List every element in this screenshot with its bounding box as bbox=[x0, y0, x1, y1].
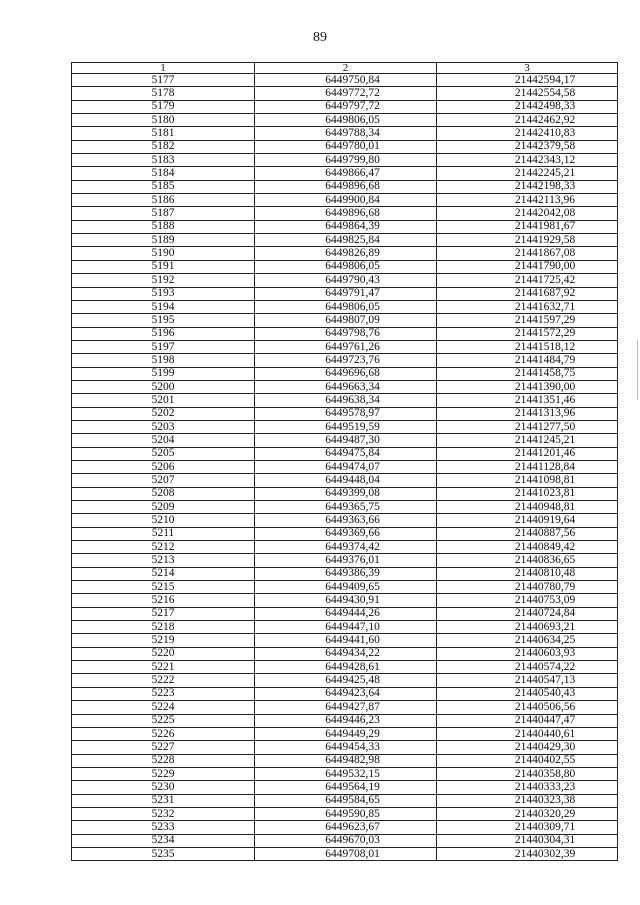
y-coordinate-cell: 21441597,29 bbox=[437, 314, 618, 327]
x-coordinate-cell: 6449423,64 bbox=[255, 687, 437, 700]
table-row bbox=[72, 434, 618, 447]
table-row bbox=[72, 127, 618, 140]
table-row bbox=[72, 274, 618, 287]
point-number-cell: 5188 bbox=[72, 220, 255, 233]
x-coordinate-cell: 6449826,89 bbox=[255, 247, 437, 260]
table-row bbox=[72, 794, 618, 807]
x-coordinate-cell: 6449475,84 bbox=[255, 447, 437, 460]
point-number-cell: 5212 bbox=[72, 541, 255, 554]
y-coordinate-cell: 21440333,23 bbox=[437, 781, 618, 794]
table-row bbox=[72, 114, 618, 127]
x-coordinate-cell: 6449519,59 bbox=[255, 420, 437, 433]
x-coordinate-cell: 6449474,07 bbox=[255, 460, 437, 473]
point-number-cell: 5222 bbox=[72, 674, 255, 687]
point-number-cell: 5225 bbox=[72, 714, 255, 727]
point-number-cell: 5185 bbox=[72, 180, 255, 193]
point-number-cell: 5216 bbox=[72, 594, 255, 607]
point-number-cell: 5193 bbox=[72, 287, 255, 300]
table-row bbox=[72, 554, 618, 567]
point-number-cell: 5195 bbox=[72, 314, 255, 327]
table-row bbox=[72, 754, 618, 767]
point-number-cell: 5230 bbox=[72, 781, 255, 794]
y-coordinate-cell: 21440753,09 bbox=[437, 594, 618, 607]
table-row bbox=[72, 607, 618, 620]
point-number-cell: 5189 bbox=[72, 234, 255, 247]
point-number-cell: 5190 bbox=[72, 247, 255, 260]
point-number-cell: 5210 bbox=[72, 514, 255, 527]
point-number-cell: 5206 bbox=[72, 460, 255, 473]
point-number-cell: 5177 bbox=[72, 74, 255, 87]
point-number-cell: 5202 bbox=[72, 407, 255, 420]
x-coordinate-cell: 6449623,67 bbox=[255, 821, 437, 834]
y-coordinate-cell: 21440634,25 bbox=[437, 634, 618, 647]
y-coordinate-cell: 21442198,33 bbox=[437, 180, 618, 193]
y-coordinate-cell: 21440440,61 bbox=[437, 727, 618, 740]
point-number-cell: 5226 bbox=[72, 727, 255, 740]
table-row bbox=[72, 581, 618, 594]
x-coordinate-cell: 6449434,22 bbox=[255, 647, 437, 660]
point-number-cell: 5178 bbox=[72, 87, 255, 100]
point-number-cell: 5208 bbox=[72, 487, 255, 500]
table-row bbox=[72, 647, 618, 660]
x-coordinate-cell: 6449896,68 bbox=[255, 180, 437, 193]
x-coordinate-cell: 6449761,26 bbox=[255, 340, 437, 353]
point-number-cell: 5224 bbox=[72, 701, 255, 714]
x-coordinate-cell: 6449799,80 bbox=[255, 154, 437, 167]
point-number-cell: 5205 bbox=[72, 447, 255, 460]
table-row bbox=[72, 821, 618, 834]
x-coordinate-cell: 6449772,72 bbox=[255, 87, 437, 100]
y-coordinate-cell: 21440547,13 bbox=[437, 674, 618, 687]
point-number-cell: 5220 bbox=[72, 647, 255, 660]
table-row bbox=[72, 260, 618, 273]
x-coordinate-cell: 6449806,05 bbox=[255, 260, 437, 273]
x-coordinate-cell: 6449374,42 bbox=[255, 541, 437, 554]
y-coordinate-cell: 21440919,64 bbox=[437, 514, 618, 527]
x-coordinate-cell: 6449376,01 bbox=[255, 554, 437, 567]
point-number-cell: 5199 bbox=[72, 367, 255, 380]
table-row bbox=[72, 661, 618, 674]
y-coordinate-cell: 21442343,12 bbox=[437, 154, 618, 167]
x-coordinate-cell: 6449487,30 bbox=[255, 434, 437, 447]
x-coordinate-cell: 6449428,61 bbox=[255, 661, 437, 674]
point-number-cell: 5183 bbox=[72, 154, 255, 167]
y-coordinate-cell: 21440887,56 bbox=[437, 527, 618, 540]
y-coordinate-cell: 21440724,84 bbox=[437, 607, 618, 620]
x-coordinate-cell: 6449806,05 bbox=[255, 300, 437, 313]
y-coordinate-cell: 21441725,42 bbox=[437, 274, 618, 287]
x-coordinate-cell: 6449780,01 bbox=[255, 140, 437, 153]
point-number-cell: 5209 bbox=[72, 501, 255, 514]
table-row bbox=[72, 594, 618, 607]
y-coordinate-cell: 21440948,81 bbox=[437, 501, 618, 514]
x-coordinate-cell: 6449386,39 bbox=[255, 567, 437, 580]
y-coordinate-cell: 21440429,30 bbox=[437, 741, 618, 754]
table-row bbox=[72, 687, 618, 700]
x-coordinate-cell: 6449798,76 bbox=[255, 327, 437, 340]
x-coordinate-cell: 6449532,15 bbox=[255, 767, 437, 780]
table-row bbox=[72, 194, 618, 207]
column-header-2: 2 bbox=[255, 63, 437, 74]
y-coordinate-cell: 21442113,96 bbox=[437, 194, 618, 207]
x-coordinate-cell: 6449670,03 bbox=[255, 834, 437, 847]
point-number-cell: 5215 bbox=[72, 581, 255, 594]
table-row bbox=[72, 300, 618, 313]
x-coordinate-cell: 6449866,47 bbox=[255, 167, 437, 180]
point-number-cell: 5204 bbox=[72, 434, 255, 447]
x-coordinate-cell: 6449584,65 bbox=[255, 794, 437, 807]
x-coordinate-cell: 6449399,08 bbox=[255, 487, 437, 500]
point-number-cell: 5180 bbox=[72, 114, 255, 127]
x-coordinate-cell: 6449723,76 bbox=[255, 354, 437, 367]
y-coordinate-cell: 21440304,31 bbox=[437, 834, 618, 847]
x-coordinate-cell: 6449696,68 bbox=[255, 367, 437, 380]
table-row bbox=[72, 741, 618, 754]
x-coordinate-cell: 6449590,85 bbox=[255, 807, 437, 820]
table-row bbox=[72, 154, 618, 167]
point-number-cell: 5214 bbox=[72, 567, 255, 580]
table-row bbox=[72, 247, 618, 260]
y-coordinate-cell: 21441687,92 bbox=[437, 287, 618, 300]
point-number-cell: 5182 bbox=[72, 140, 255, 153]
x-coordinate-cell: 6449444,26 bbox=[255, 607, 437, 620]
y-coordinate-cell: 21441128,84 bbox=[437, 460, 618, 473]
table-row bbox=[72, 180, 618, 193]
point-number-cell: 5219 bbox=[72, 634, 255, 647]
table-row bbox=[72, 100, 618, 113]
point-number-cell: 5197 bbox=[72, 340, 255, 353]
table-row bbox=[72, 447, 618, 460]
x-coordinate-cell: 6449790,43 bbox=[255, 274, 437, 287]
table-row bbox=[72, 727, 618, 740]
y-coordinate-cell: 21440302,39 bbox=[437, 847, 618, 860]
table-row bbox=[72, 847, 618, 860]
y-coordinate-cell: 21440574,22 bbox=[437, 661, 618, 674]
coordinates-table bbox=[71, 62, 618, 861]
y-coordinate-cell: 21440402,55 bbox=[437, 754, 618, 767]
table-row bbox=[72, 234, 618, 247]
x-coordinate-cell: 6449425,48 bbox=[255, 674, 437, 687]
table-row bbox=[72, 327, 618, 340]
y-coordinate-cell: 21442245,21 bbox=[437, 167, 618, 180]
point-number-cell: 5232 bbox=[72, 807, 255, 820]
y-coordinate-cell: 21441632,71 bbox=[437, 300, 618, 313]
y-coordinate-cell: 21441098,81 bbox=[437, 474, 618, 487]
y-coordinate-cell: 21441390,00 bbox=[437, 380, 618, 393]
x-coordinate-cell: 6449788,34 bbox=[255, 127, 437, 140]
point-number-cell: 5179 bbox=[72, 100, 255, 113]
table-row bbox=[72, 74, 618, 87]
table-row bbox=[72, 220, 618, 233]
point-number-cell: 5231 bbox=[72, 794, 255, 807]
x-coordinate-cell: 6449409,65 bbox=[255, 581, 437, 594]
table-row bbox=[72, 394, 618, 407]
y-coordinate-cell: 21440447,47 bbox=[437, 714, 618, 727]
y-coordinate-cell: 21441313,96 bbox=[437, 407, 618, 420]
y-coordinate-cell: 21442410,83 bbox=[437, 127, 618, 140]
table-row bbox=[72, 541, 618, 554]
table-row bbox=[72, 674, 618, 687]
x-coordinate-cell: 6449564,19 bbox=[255, 781, 437, 794]
y-coordinate-cell: 21442042,08 bbox=[437, 207, 618, 220]
x-coordinate-cell: 6449365,75 bbox=[255, 501, 437, 514]
x-coordinate-cell: 6449797,72 bbox=[255, 100, 437, 113]
y-coordinate-cell: 21442554,58 bbox=[437, 87, 618, 100]
page-number: 89 bbox=[313, 30, 327, 45]
x-coordinate-cell: 6449896,68 bbox=[255, 207, 437, 220]
table-row bbox=[72, 567, 618, 580]
point-number-cell: 5196 bbox=[72, 327, 255, 340]
y-coordinate-cell: 21441023,81 bbox=[437, 487, 618, 500]
x-coordinate-cell: 6449663,34 bbox=[255, 380, 437, 393]
x-coordinate-cell: 6449900,84 bbox=[255, 194, 437, 207]
table-row bbox=[72, 807, 618, 820]
table-header-row bbox=[72, 63, 618, 74]
y-coordinate-cell: 21441929,58 bbox=[437, 234, 618, 247]
x-coordinate-cell: 6449638,34 bbox=[255, 394, 437, 407]
x-coordinate-cell: 6449427,87 bbox=[255, 701, 437, 714]
point-number-cell: 5221 bbox=[72, 661, 255, 674]
y-coordinate-cell: 21441351,46 bbox=[437, 394, 618, 407]
point-number-cell: 5191 bbox=[72, 260, 255, 273]
x-coordinate-cell: 6449806,05 bbox=[255, 114, 437, 127]
column-header-1: 1 bbox=[72, 63, 255, 74]
y-coordinate-cell: 21441572,29 bbox=[437, 327, 618, 340]
point-number-cell: 5234 bbox=[72, 834, 255, 847]
x-coordinate-cell: 6449369,66 bbox=[255, 527, 437, 540]
x-coordinate-cell: 6449482,98 bbox=[255, 754, 437, 767]
point-number-cell: 5211 bbox=[72, 527, 255, 540]
y-coordinate-cell: 21440693,21 bbox=[437, 621, 618, 634]
scan-edge-mark bbox=[637, 340, 638, 400]
table-row bbox=[72, 420, 618, 433]
table-row bbox=[72, 354, 618, 367]
point-number-cell: 5233 bbox=[72, 821, 255, 834]
point-number-cell: 5198 bbox=[72, 354, 255, 367]
y-coordinate-cell: 21441245,21 bbox=[437, 434, 618, 447]
table-row bbox=[72, 167, 618, 180]
column-header-3: 3 bbox=[437, 63, 618, 74]
table-row bbox=[72, 501, 618, 514]
point-number-cell: 5203 bbox=[72, 420, 255, 433]
point-number-cell: 5187 bbox=[72, 207, 255, 220]
table-row bbox=[72, 714, 618, 727]
point-number-cell: 5184 bbox=[72, 167, 255, 180]
y-coordinate-cell: 21440810,48 bbox=[437, 567, 618, 580]
point-number-cell: 5213 bbox=[72, 554, 255, 567]
y-coordinate-cell: 21441277,50 bbox=[437, 420, 618, 433]
table-row bbox=[72, 834, 618, 847]
y-coordinate-cell: 21442498,33 bbox=[437, 100, 618, 113]
point-number-cell: 5207 bbox=[72, 474, 255, 487]
table-body bbox=[72, 74, 618, 861]
point-number-cell: 5235 bbox=[72, 847, 255, 860]
point-number-cell: 5218 bbox=[72, 621, 255, 634]
table-row bbox=[72, 701, 618, 714]
x-coordinate-cell: 6449430,91 bbox=[255, 594, 437, 607]
table-row bbox=[72, 287, 618, 300]
x-coordinate-cell: 6449750,84 bbox=[255, 74, 437, 87]
x-coordinate-cell: 6449441,60 bbox=[255, 634, 437, 647]
y-coordinate-cell: 21440849,42 bbox=[437, 541, 618, 554]
y-coordinate-cell: 21440320,29 bbox=[437, 807, 618, 820]
y-coordinate-cell: 21440836,65 bbox=[437, 554, 618, 567]
table-row bbox=[72, 527, 618, 540]
x-coordinate-cell: 6449825,84 bbox=[255, 234, 437, 247]
y-coordinate-cell: 21441867,08 bbox=[437, 247, 618, 260]
y-coordinate-cell: 21442379,58 bbox=[437, 140, 618, 153]
point-number-cell: 5229 bbox=[72, 767, 255, 780]
table-row bbox=[72, 514, 618, 527]
table-row bbox=[72, 767, 618, 780]
table-row bbox=[72, 634, 618, 647]
x-coordinate-cell: 6449454,33 bbox=[255, 741, 437, 754]
x-coordinate-cell: 6449363,66 bbox=[255, 514, 437, 527]
y-coordinate-cell: 21440603,93 bbox=[437, 647, 618, 660]
y-coordinate-cell: 21440506,56 bbox=[437, 701, 618, 714]
x-coordinate-cell: 6449449,29 bbox=[255, 727, 437, 740]
table-row bbox=[72, 140, 618, 153]
y-coordinate-cell: 21440358,80 bbox=[437, 767, 618, 780]
table-row bbox=[72, 474, 618, 487]
table-row bbox=[72, 781, 618, 794]
x-coordinate-cell: 6449708,01 bbox=[255, 847, 437, 860]
point-number-cell: 5228 bbox=[72, 754, 255, 767]
x-coordinate-cell: 6449864,39 bbox=[255, 220, 437, 233]
x-coordinate-cell: 6449791,47 bbox=[255, 287, 437, 300]
y-coordinate-cell: 21441484,79 bbox=[437, 354, 618, 367]
y-coordinate-cell: 21440540,43 bbox=[437, 687, 618, 700]
y-coordinate-cell: 21441201,46 bbox=[437, 447, 618, 460]
point-number-cell: 5194 bbox=[72, 300, 255, 313]
table-row bbox=[72, 621, 618, 634]
point-number-cell: 5227 bbox=[72, 741, 255, 754]
y-coordinate-cell: 21440780,79 bbox=[437, 581, 618, 594]
y-coordinate-cell: 21441790,00 bbox=[437, 260, 618, 273]
point-number-cell: 5223 bbox=[72, 687, 255, 700]
table-row bbox=[72, 487, 618, 500]
point-number-cell: 5200 bbox=[72, 380, 255, 393]
coordinates-table-container bbox=[71, 62, 617, 861]
x-coordinate-cell: 6449446,23 bbox=[255, 714, 437, 727]
x-coordinate-cell: 6449807,09 bbox=[255, 314, 437, 327]
point-number-cell: 5217 bbox=[72, 607, 255, 620]
table-row bbox=[72, 340, 618, 353]
table-row bbox=[72, 207, 618, 220]
point-number-cell: 5201 bbox=[72, 394, 255, 407]
table-row bbox=[72, 87, 618, 100]
table-row bbox=[72, 314, 618, 327]
x-coordinate-cell: 6449447,10 bbox=[255, 621, 437, 634]
table-row bbox=[72, 367, 618, 380]
y-coordinate-cell: 21440309,71 bbox=[437, 821, 618, 834]
table-row bbox=[72, 460, 618, 473]
y-coordinate-cell: 21441981,67 bbox=[437, 220, 618, 233]
point-number-cell: 5186 bbox=[72, 194, 255, 207]
x-coordinate-cell: 6449578,97 bbox=[255, 407, 437, 420]
point-number-cell: 5181 bbox=[72, 127, 255, 140]
y-coordinate-cell: 21441518,12 bbox=[437, 340, 618, 353]
y-coordinate-cell: 21441458,75 bbox=[437, 367, 618, 380]
y-coordinate-cell: 21440323,38 bbox=[437, 794, 618, 807]
y-coordinate-cell: 21442462,92 bbox=[437, 114, 618, 127]
y-coordinate-cell: 21442594,17 bbox=[437, 74, 618, 87]
point-number-cell: 5192 bbox=[72, 274, 255, 287]
table-row bbox=[72, 407, 618, 420]
table-row bbox=[72, 380, 618, 393]
x-coordinate-cell: 6449448,04 bbox=[255, 474, 437, 487]
